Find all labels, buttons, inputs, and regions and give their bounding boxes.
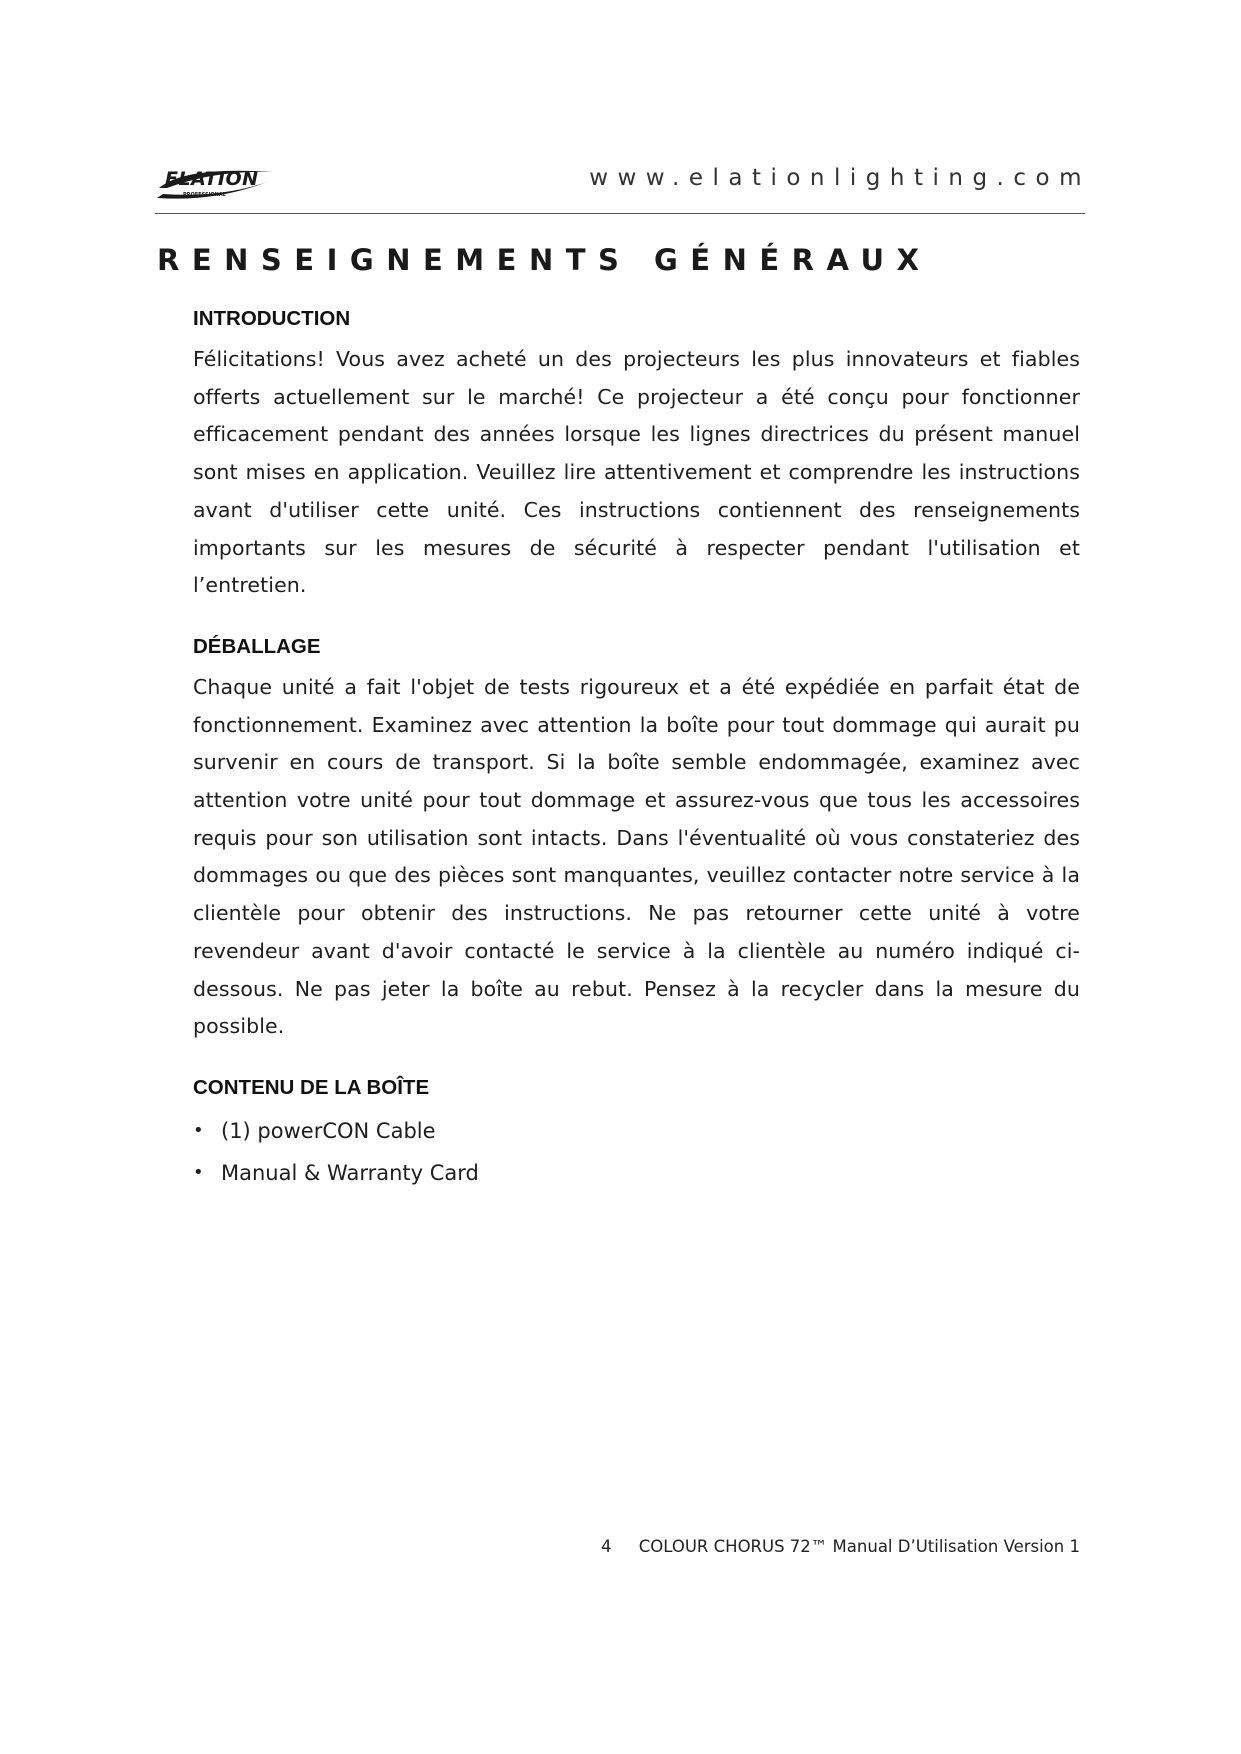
main-content xyxy=(193,302,1080,1219)
list-item xyxy=(193,1110,1080,1152)
list-item xyxy=(193,1152,1080,1194)
svg-text:ELATION: ELATION xyxy=(165,168,259,190)
list-item-text: (1) powerCON Cable xyxy=(221,1118,436,1143)
introduction-heading: INTRODUCTION xyxy=(193,307,351,330)
deballage-body: Chaque unité a fait l'objet de tests rigoureux et a été expédiée en parfait état de fonctionnement. Examinez avec attention la boîte pour tout dommage qui aurait pu survenir en cours de transport. Si la boîte semble endommagée, examinez avec attention votre unité pour tout dommage et assurez-vous que tous les accessoires requis pour son utilisation sont intacts. Dans l'éventualité où vous constateriez des dommages ou que des pièces sont manquantes, veuillez contacter notre service à la clientèle pour obtenir des instructions. Ne pas retourner cette unité à votre revendeur avant d'avoir contacté le service à la clientèle au numéro indiqué ci-dessous. Ne pas jeter la boîte au rebut. Pensez à la recycler dans la mesure du possible. xyxy=(193,674,1080,1039)
svg-text:PROFESSIONAL: PROFESSIONAL xyxy=(183,192,226,198)
bullet-icon: • xyxy=(193,1161,204,1183)
box-contents-heading: CONTENU DE LA BOÎTE xyxy=(193,1075,430,1099)
section-deballage xyxy=(193,630,1080,1046)
header-divider xyxy=(155,213,1085,214)
deballage-heading: DÉBALLAGE xyxy=(193,634,321,658)
page-number: 4 xyxy=(601,1537,612,1556)
introduction-body: Félicitations! Vous avez acheté un des projecteurs les plus innovateurs et fiables offerts actuellement sur le marché! Ce projecteur a été conçu pour fonctionner efficacement pendant des années lorsque les lignes directrices du présent manuel sont mises en application. Veuillez lire attentivement et comprendre les instructions avant d'utiliser cette unité. Ces instructions contiennent des renseignements importants sur les mesures de sécurité à respecter pendant l'utilisation et l’entretien. xyxy=(193,347,1080,598)
list-item-text: Manual & Warranty Card xyxy=(221,1160,479,1185)
box-contents-list xyxy=(193,1110,1080,1194)
bullet-icon: • xyxy=(193,1119,204,1141)
website-url: www.elationlighting.com xyxy=(589,165,1091,191)
page-title: RENSEIGNEMENTS GÉNÉRAUX xyxy=(157,243,932,277)
page-footer xyxy=(601,1537,1080,1556)
section-introduction xyxy=(193,302,1080,605)
footer-text: COLOUR CHORUS 72™ Manual D’Utilisation Version 1 xyxy=(638,1537,1080,1556)
section-box-contents xyxy=(193,1071,1080,1194)
elation-logo xyxy=(155,158,277,204)
